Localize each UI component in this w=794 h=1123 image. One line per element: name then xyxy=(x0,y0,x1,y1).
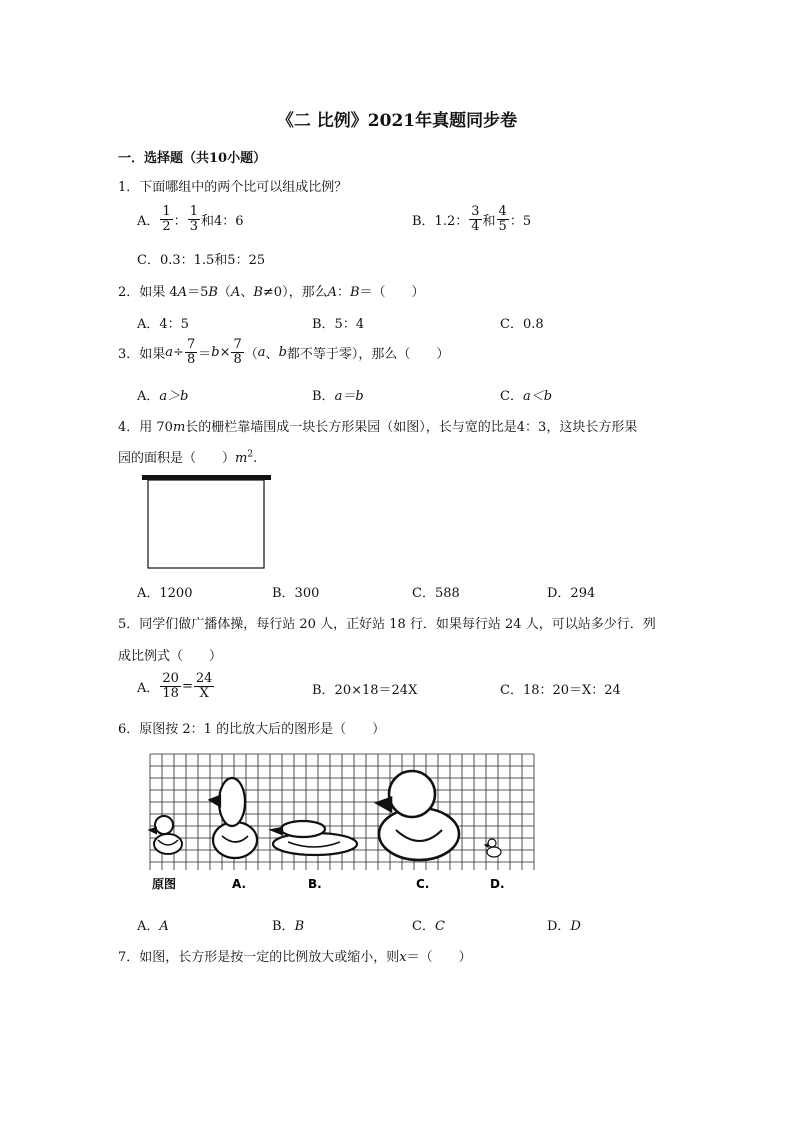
duck-c xyxy=(377,771,459,860)
q1-b-fraction-2: $\frac{4}{5}$ xyxy=(498,204,507,234)
q3-option-b: B．a＝b xyxy=(312,389,364,404)
q4-orchard-figure xyxy=(140,472,275,572)
q7-stem: 7．如图，长方形是按一定的比例放大或缩小，则x＝（ ） xyxy=(118,950,472,965)
q2-stem: 2．如果 4A＝5B（A、B≠0），那么A：B＝（ ） xyxy=(118,285,425,300)
q5-option-c: C．18：20＝X：24 xyxy=(500,683,621,698)
q6-fig-label-original: 原图 xyxy=(152,877,177,891)
page-title: 《二 比例》2021年真题同步卷 xyxy=(276,111,518,131)
q4-option-c: C．588 xyxy=(412,586,460,601)
q6-grid xyxy=(150,754,534,872)
q1-a-fraction-1: $\frac{1}{2}$ xyxy=(162,204,171,234)
orchard-rectangle xyxy=(148,480,264,568)
q2-option-b: B．5：4 xyxy=(312,317,365,332)
q5-option-a: A． $\frac{20}{18}$ = $\frac{24}{X}$ xyxy=(137,671,213,701)
q4-option-b: B．300 xyxy=(272,586,320,601)
q3-option-a: A．a＞b xyxy=(137,389,189,404)
q5-a-fraction-1: $\frac{20}{18}$ xyxy=(162,671,179,701)
q6-stem: 6．原图按 2：1 的比放大后的图形是（ ） xyxy=(118,722,386,737)
q4-option-d: D．294 xyxy=(547,586,596,601)
q6-fig-label-a: A. xyxy=(232,877,247,891)
q6-fig-label-c: C. xyxy=(416,877,430,891)
q5-stem-line1: 5．同学们做广播体操，每行站 20 人，正好站 18 行．如果每行站 24 人，可以站多少行．列 xyxy=(118,617,656,632)
q3-fraction-1: $\frac{7}{8}$ xyxy=(186,337,196,367)
q2-option-c: C．0.8 xyxy=(500,317,544,332)
q1-stem: 1．下面哪组中的两个比可以组成比例？ xyxy=(118,180,348,195)
wall xyxy=(142,475,271,480)
q5-stem-line2: 成比例式（ ） xyxy=(118,649,223,664)
q2-option-a: A．4：5 xyxy=(137,317,189,332)
q4-option-a: A．1200 xyxy=(137,586,193,601)
q5-a-fraction-2: $\frac{24}{X}$ xyxy=(195,671,213,701)
q5-option-b: B．20×18＝24X xyxy=(312,683,418,698)
q1-option-b: B．1.2： $\frac{3}{4}$ 和 $\frac{4}{5}$ ：5 xyxy=(412,204,532,234)
duck-d xyxy=(485,839,501,857)
q1-option-a: A． $\frac{1}{2}$ ： $\frac{1}{3}$ 和4：6 xyxy=(137,204,244,234)
q6-label-band xyxy=(148,870,536,900)
section-heading: 一．选择题（共10小题） xyxy=(118,151,267,166)
q1-a-fraction-2: $\frac{1}{3}$ xyxy=(189,204,198,234)
q6-fig-label-b: B. xyxy=(308,877,322,891)
q3-stem: 3．如果 a ÷ $\frac{7}{8}$ ＝ b × $\frac{7}{8}$ （ a 、 b 都不等于零），那么（ ） xyxy=(118,337,450,367)
q4-stem-line2: 园的面积是（ ）$m^2$. xyxy=(118,449,258,466)
q6-option-b: B．B xyxy=(272,919,305,934)
q6-option-d: D．D xyxy=(547,919,581,934)
q4-stem-line1: 4．用 70m长的栅栏靠墙围成一块长方形果园（如图），长与宽的比是4：3，这块长方形果 xyxy=(118,420,638,435)
q3-fraction-2: $\frac{7}{8}$ xyxy=(233,337,242,367)
q1-option-c: C．0.3：1.5和5：25 xyxy=(137,253,266,268)
q1-b-fraction-1: $\frac{3}{4}$ xyxy=(471,204,480,234)
duck-original xyxy=(150,816,182,854)
q6-duck-grid-figure xyxy=(148,752,536,900)
q6-fig-label-d: D. xyxy=(490,877,505,891)
q6-option-c: C．C xyxy=(412,919,445,934)
q3-option-c: C．a＜b xyxy=(500,389,553,404)
q6-option-a: A．A xyxy=(137,919,169,934)
